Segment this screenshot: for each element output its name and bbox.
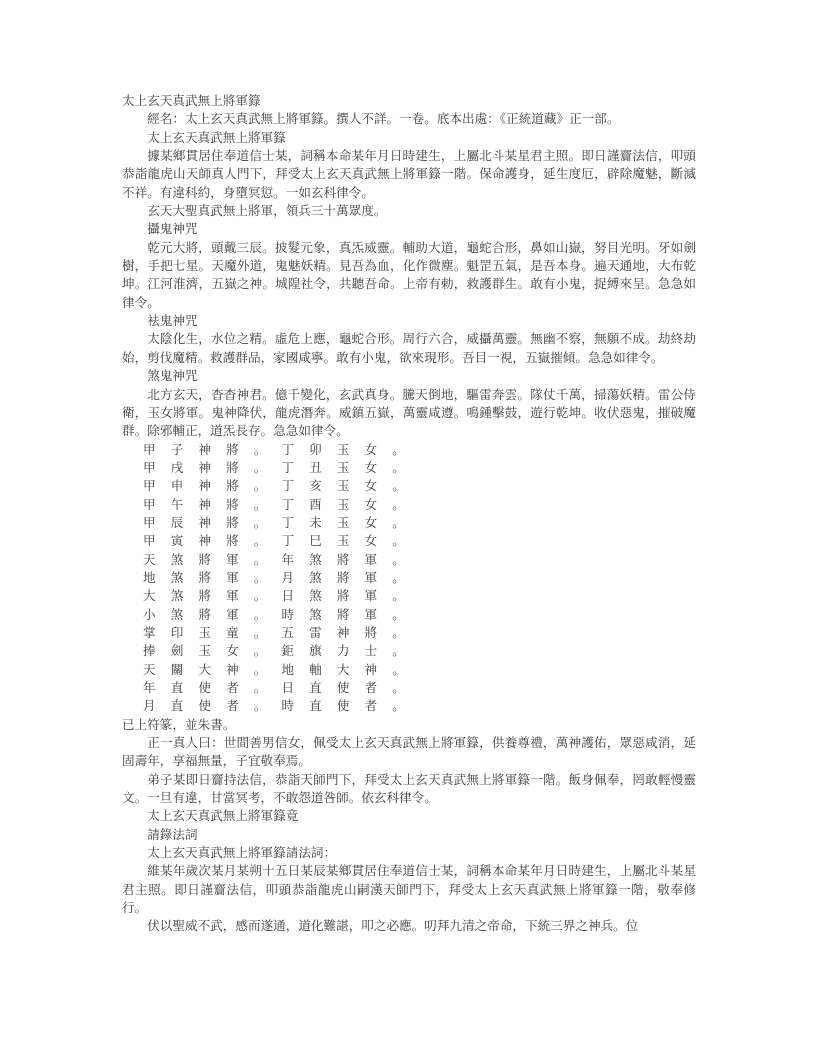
doc-heading: 太上玄天真武無上將軍籙 xyxy=(122,93,261,108)
spell-she-gui: 乾元大將，頭戴三辰。披髮元象，真炁威靈。輔助大道，龜蛇合形，鼻如山嶽，努目光明。牙如劍樹，手把七星。天魔外道，鬼魅妖精。見吾為血，化作微塵。魁罡五氣，是吾本身。遍天通地，大布乾坤。江河淮濟，五嶽之神。城隍社令，共聽吾命。上帝有勅，救護群生。敢有小鬼，捉縛來呈。急急如律令。 xyxy=(122,239,696,310)
document-text-column xyxy=(122,92,696,936)
roster-line: 天關大神。地軸大神。 xyxy=(143,661,420,677)
roster-line: 甲寅神將。丁巳玉女。 xyxy=(143,533,420,549)
roster-line: 地煞將軍。月煞將軍。 xyxy=(143,569,420,585)
roster-line: 甲戌神將。丁丑玉女。 xyxy=(143,459,420,475)
roster-line: 捧劍玉女。鉅旗力士。 xyxy=(143,643,420,659)
heading-qinglu-faci: 請錄法詞 xyxy=(147,826,198,842)
spell-qu-gui: 太陰化生，水位之精。虛危上應，龜蛇合形。周行六合，威攝萬靈。無幽不察，無願不成。劫終劫始，剪伐魔精。救護群品，家國咸寧。敢有小鬼，欲來現形。吾目一視，五嶽摧傾。急急如律令。 xyxy=(122,331,696,365)
zhengyi-zhenren-speech: 正一真人曰：世間善男信女，佩受太上玄天真武無上將軍籙，供養尊禮，萬神護佑，眾惡咸消，延固壽年，享福無量，子宜敬奉焉。 xyxy=(122,735,696,769)
heading-she-gui-spell: 攝鬼神咒 xyxy=(147,221,198,237)
inner-title: 太上玄天真武無上將軍籙 xyxy=(147,129,286,145)
roster-line: 甲子神將。丁卯玉女。 xyxy=(143,441,420,457)
heading-sha-gui-spell: 煞鬼神咒 xyxy=(147,368,198,384)
roster-line: 掌印玉童。五雷神將。 xyxy=(143,624,420,640)
roster-line: 小煞將軍。時煞將軍。 xyxy=(143,606,420,622)
preface-paragraph: 據某鄉貫居住奉道信士某，詞稱本命某年月日時建生，上屬北斗某星君主照。即日謹齎法信，叩頭恭詣龍虎山天師真人門下，拜受太上玄天真武無上將軍籙一階。保命護身，延生度厄，辟除魔魅，斷滅不祥。有違科約，身墮冥愆。一如玄科律令。 xyxy=(122,148,696,200)
roster-line: 大煞將軍。日煞將軍。 xyxy=(143,588,420,604)
faci-title: 太上玄天真武無上將軍籙請法詞： xyxy=(147,845,337,861)
faci-body: 維某年歲次某月某朔十五日某辰某鄉貫居住奉道信士某，詞稱本命某年月日時建生，上屬北斗某星君主照。即日謹齎法信，叩頭恭詣龍虎山嗣漢天師門下，拜受太上玄天真武無上將軍籙一階，敬奉修行。 xyxy=(122,863,696,916)
general-proclamation: 玄天大聖真武無上將軍，領兵三十萬眾度。 xyxy=(147,203,387,219)
roster-line: 甲辰神將。丁未玉女。 xyxy=(143,514,420,530)
bibliographic-note: 經名：太上玄天真武無上將軍籙。撰人不詳。一卷。底本出處：《正統道藏》正一部。 xyxy=(147,111,620,127)
roster-line: 月直使者。時直使者。 xyxy=(143,698,420,714)
roster-line: 甲申神將。丁亥玉女。 xyxy=(143,478,420,494)
talisman-note: 已上符篆，並朱書。 xyxy=(122,716,236,732)
colophon: 太上玄天真武無上將軍籙竟 xyxy=(147,808,299,824)
heading-qu-gui-spell: 袪鬼神咒 xyxy=(147,313,198,329)
roster-line: 天煞將軍。年煞將軍。 xyxy=(143,551,420,567)
faci-closing: 伏以聖威不武，感而遂通，道化難諶，叩之必應。叨拜九清之帝命，下統三界之神兵。位 xyxy=(147,918,639,934)
disciple-vow: 弟子某即日齎持法信，恭詣天師門下，拜受太上玄天真武無上將軍籙一階。飯身佩奉，罔敢輕慢靈文。一旦有違，甘當冥考，不敢怨道咎師。依玄科律令。 xyxy=(122,771,696,806)
roster-line: 年直使者。日直使者。 xyxy=(143,680,420,695)
roster-line: 甲午神將。丁酉玉女。 xyxy=(143,496,420,512)
spell-sha-gui: 北方玄天，杳杳神君。億千變化，玄武真身。騰天倒地，驅雷奔雲。隊仗千萬，掃蕩妖精。雷公侍衛，玉女將軍。鬼神降伏，龍虎潛奔。威鎮五嶽，萬靈咸遵。鳴鍾擊鼓，遊行乾坤。收伏惡鬼，摧破魔群。除邪輔正，道炁長存。急急如律令。 xyxy=(122,386,696,439)
